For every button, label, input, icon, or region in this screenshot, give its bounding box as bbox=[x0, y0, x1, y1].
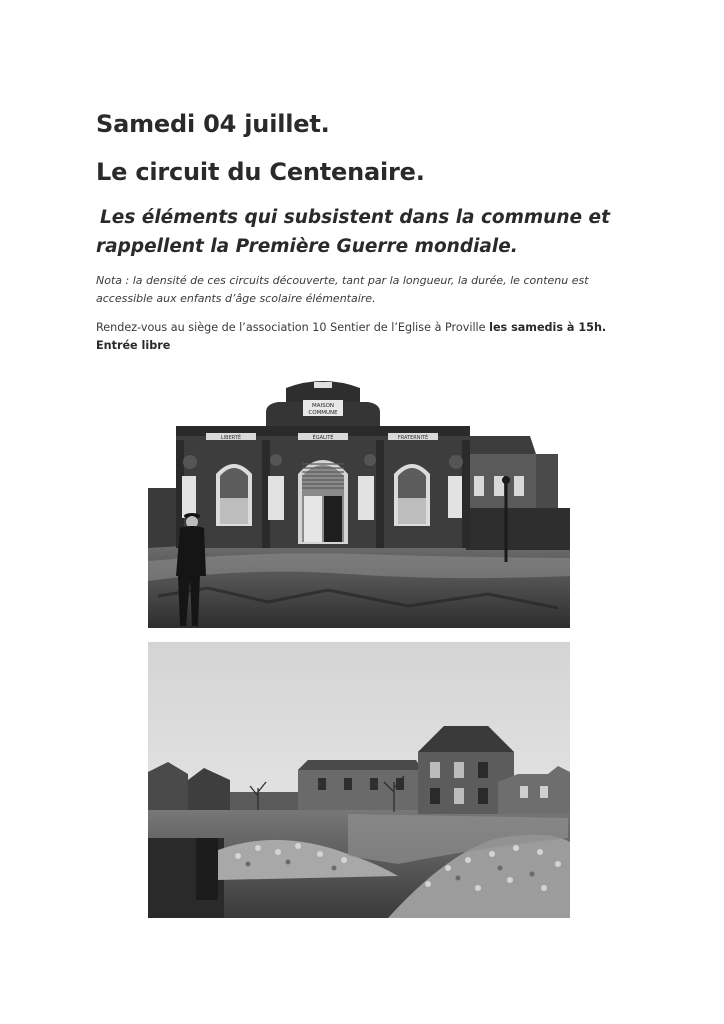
rendezvous-text: Rendez-vous au siège de l’association 10 Sentier de l’Eglise à Proville bbox=[96, 321, 490, 334]
rendezvous-line-1 bbox=[96, 319, 636, 337]
town-hall-sign-top: MAISON bbox=[311, 403, 335, 409]
motto-fraternite: FRATERNITÉ bbox=[397, 435, 429, 441]
entry-free-label: Entrée libre bbox=[96, 339, 171, 352]
rendezvous-line-2 bbox=[96, 337, 636, 355]
circuit-title-heading: Le circuit du Centenaire. bbox=[96, 158, 425, 186]
motto-egalite: ÉGALITÉ bbox=[312, 435, 334, 441]
nota-paragraph bbox=[96, 272, 636, 308]
subtitle-line-2: rappellent la Première Guerre mondiale. bbox=[96, 236, 518, 257]
subtitle bbox=[96, 203, 636, 261]
rendezvous-time: les samedis à 15h. bbox=[489, 321, 607, 334]
nota-line-2: accessible aux enfants d’âge scolaire élémentaire. bbox=[96, 292, 376, 305]
nota-line-1: Nota : la densité de ces circuits découverte, tant par la longueur, la durée, le contenu est bbox=[96, 274, 589, 287]
town-hall-photo bbox=[148, 376, 570, 628]
rendezvous-paragraph bbox=[96, 319, 636, 355]
war-ruins-photo bbox=[148, 642, 570, 918]
event-date-heading: Samedi 04 juillet. bbox=[96, 110, 330, 138]
motto-liberte: LIBERTÉ bbox=[220, 435, 242, 441]
town-hall-sign-bottom: COMMUNE bbox=[308, 410, 338, 416]
subtitle-line-1: Les éléments qui subsistent dans la commune et bbox=[100, 207, 610, 228]
